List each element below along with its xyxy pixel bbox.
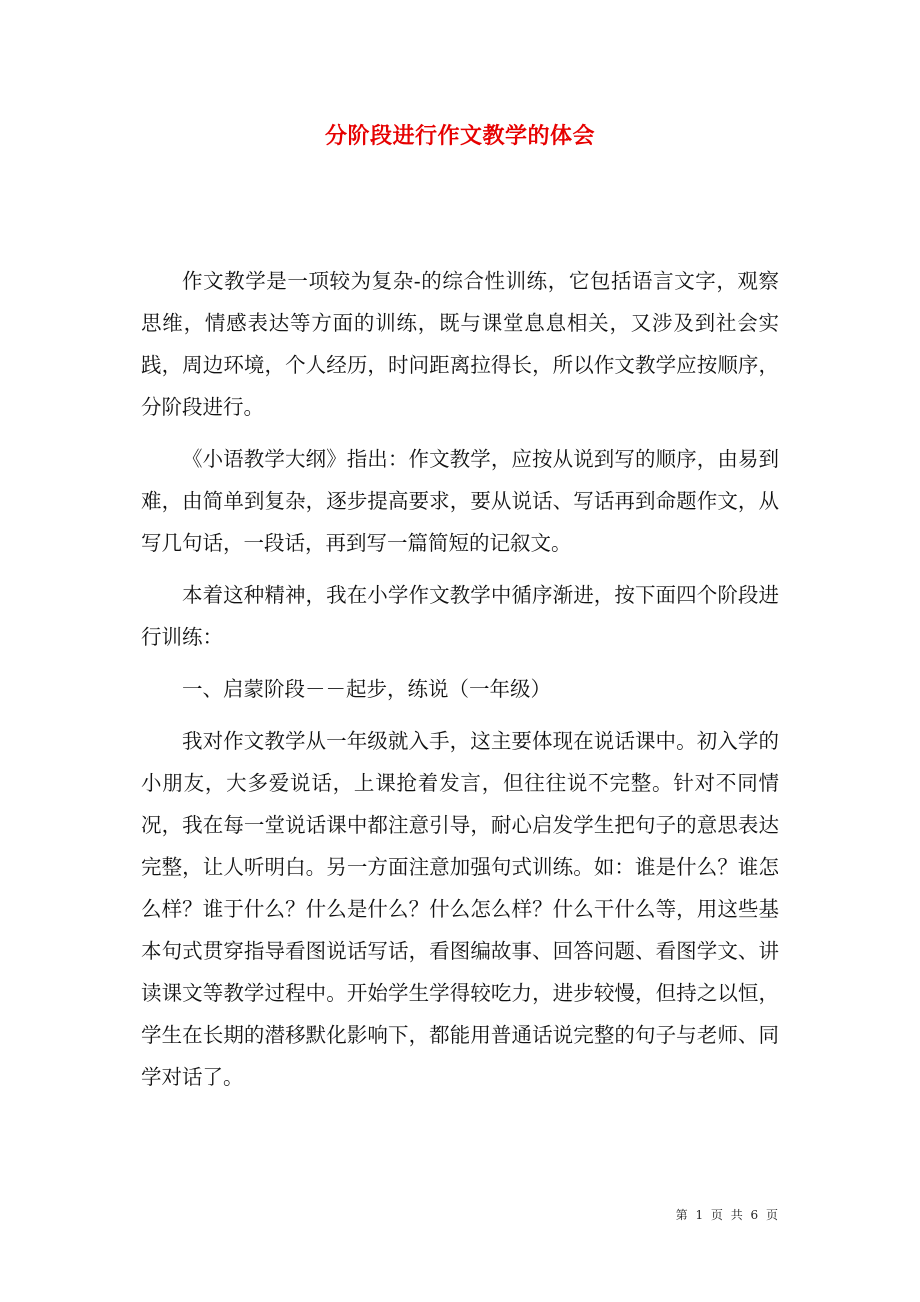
paragraph-stage-one: 我对作文教学从一年级就入手，这主要体现在说话课中。初入学的小朋友，大多爱说话，上课抢着发言，但往往说不完整。针对不同情况，我在每一堂说话课中都注意引导，耐心启发学生把句子的意思表达完整，让人听明白。另一方面注意加强句式训练。如：谁是什么？谁怎么样？谁于什么？什么是什么？什么怎么样？什么干什么等，用这些基本句式贯穿指导看图说话写话，看图编故事、回答问题、看图学文、讲读课文等教学过程中。开始学生学得较吃力，进步较慢，但持之以恒，学生在长期的潜移默化影响下，都能用普通话说完整的句子与老师、同学对话了。 xyxy=(141,729,779,1089)
document-title: 分阶段进行作文教学的体会 xyxy=(324,123,595,149)
paragraph-intro: 作文教学是一项较为复杂-的综合性训练，它包括语言文字，观察思维，情感表达等方面的训练，既与课堂息息相关，又涉及到社会实践，周边环境，个人经历，时问距离拉得长，所以作文教学应按顺序，分阶段进行。 xyxy=(141,269,779,419)
document-body xyxy=(141,260,779,1108)
paragraph-approach: 本着这种精神，我在小学作文教学中循序渐进，按下面四个阶段进行训练： xyxy=(141,583,779,649)
section-heading-stage-one: 一、启蒙阶段－－起步，练说（一年级） xyxy=(182,677,551,701)
page-number: 第 1 页 共 6 页 xyxy=(675,1208,780,1222)
paragraph-syllabus: 《小语教学大纲》指出：作文教学，应按从说到写的顺序，由易到难，由简单到复杂，逐步提高要求，要从说话、写话再到命题作文，从写几句话，一段话，再到写一篇简短的记叙文。 xyxy=(141,447,779,555)
